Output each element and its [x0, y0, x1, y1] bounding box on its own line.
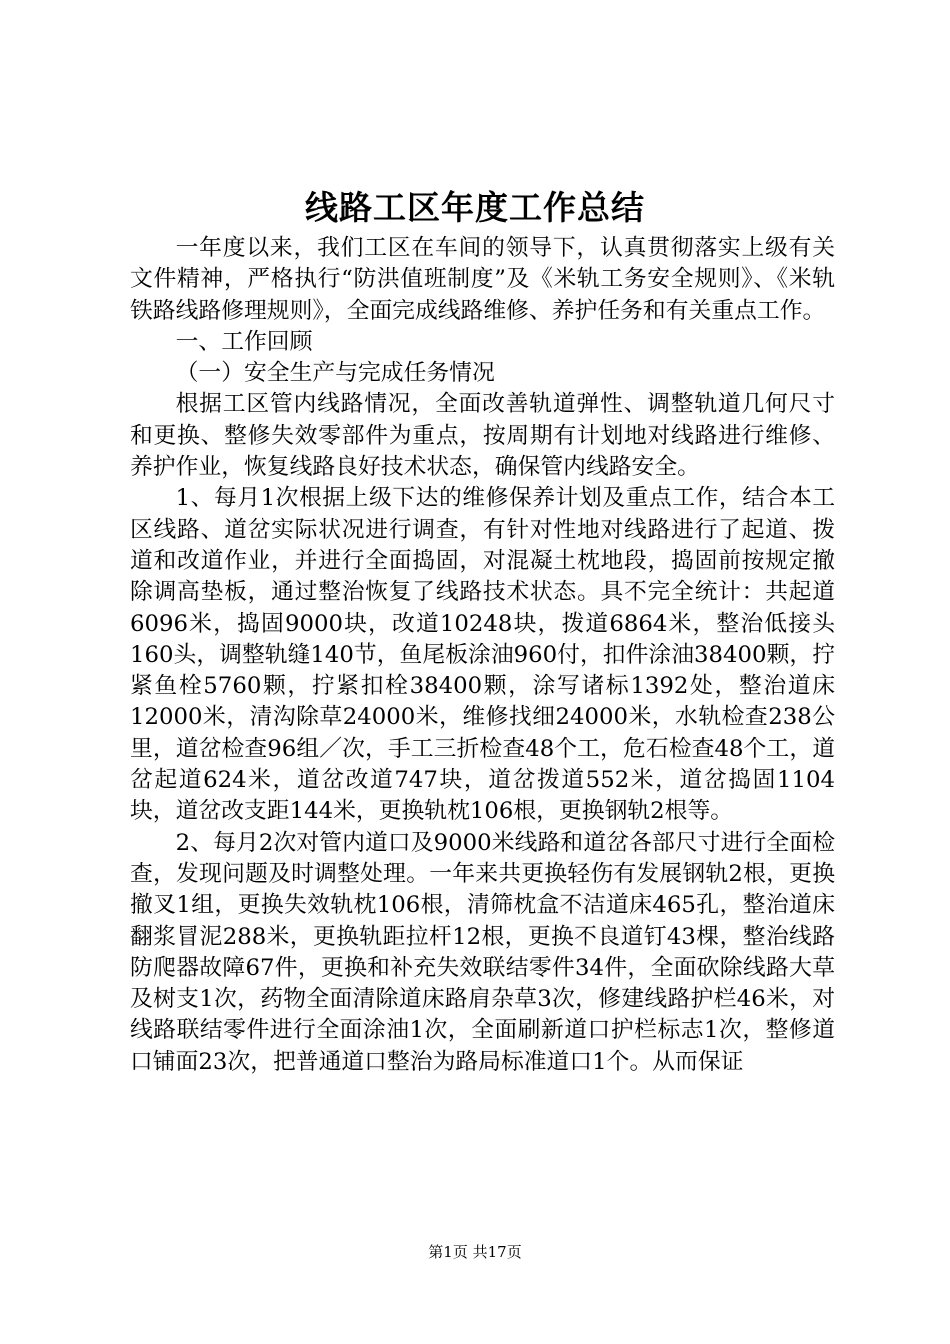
page-number-footer: 第1页 共17页: [428, 1243, 522, 1261]
subsection-heading-safety: （一）安全生产与完成任务情况: [175, 360, 495, 387]
paragraph-intro: 一年度以来，我们工区在车间的领导下，认真贯彻落实上级有关文件精神，严格执行“防洪值班制度”及《米轨工务安全规则》、《米轨铁路线路修理规则》，全面完成线路维修、养护任务和有关重点工作。: [130, 235, 835, 324]
paragraph-item-1: 1、每月1次根据上级下达的维修保养计划及重点工作，结合本工区线路、道岔实际状况进行调查，有针对性地对线路进行了起道、拨道和改道作业，并进行全面捣固，对混凝土枕地段，捣固前按规定撤除调高垫板，通过整治恢复了线路技术状态。具不完全统计：共起道6096米，捣固9000块，改道10248块，拨道6864米，整治低接头160头，调整轨缝140节，鱼尾板涂油960付，扣件涂油38400颗，拧紧鱼栓5760颗，拧紧扣栓38400颗，涂写诸标1392处，整治道床12000米，清沟除草24000米，维修找细24000米，水轨检查238公里，道岔检查96组／次，手工三折检查48个工，危石检查48个工，道岔起道624米，道岔改道747块，道岔拨道552米，道岔捣固1104块，道岔改支距144米，更换轨枕106根，更换钢轨2根等。: [130, 485, 835, 825]
paragraph-safety-overview: 根据工区管内线路情况，全面改善轨道弹性、调整轨道几何尺寸和更换、整修失效零部件为重点，按周期有计划地对线路进行维修、养护作业，恢复线路良好技术状态，确保管内线路安全。: [130, 391, 835, 481]
document-body: [130, 233, 835, 1078]
paragraph-item-2: 2、每月2次对管内道口及9000米线路和道岔各部尺寸进行全面检查，发现问题及时调整处理。一年来共更换轻伤有发展钢轨2根，更换撤叉1组，更换失效轨枕106根，清筛枕盒不洁道床465孔，整治道床翻浆冒泥288米，更换轨距拉杆12根，更换不良道钉43棵，整治线路防爬器故障67件，更换和补充失效联结零件34件，全面砍除线路大草及树支1次，药物全面清除道床路肩杂草3次，修建线路护栏46米，对线路联结零件进行全面涂油1次，全面刷新道口护栏标志1次，整修道口铺面23次，把普通道口整治为路局标准道口1个。从而保证: [130, 829, 835, 1075]
section-heading-review: 一、工作回顾: [175, 328, 313, 355]
document-title: 线路工区年度工作总结: [305, 188, 645, 227]
